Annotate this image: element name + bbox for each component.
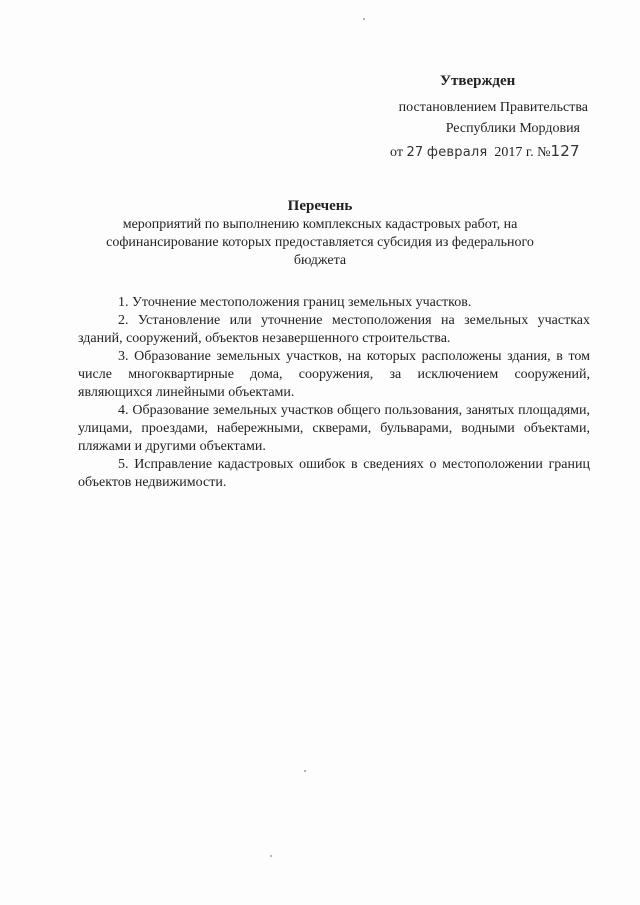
approval-line-decree: постановлением Правительства	[398, 100, 588, 115]
scan-speck	[363, 18, 365, 20]
approval-line-republic: Республики Мордовия	[445, 121, 580, 136]
list-item: 5. Исправление кадастровых ошибок в сведениях о местоположении границ объектов недвижимости.	[78, 457, 590, 490]
approval-date	[360, 141, 610, 163]
list-item: 3. Образование земельных участков, на которых расположены здания, в том числе многоквартирные дома, сооружения, за исключением сооружений, являющихся линейными объектами.	[78, 349, 590, 400]
scan-speck	[304, 770, 306, 772]
approval-title: Утвержден	[440, 73, 516, 89]
list-item: 2. Установление или уточнение местоположения на земельных участках зданий, сооружений, объектов незавершенного строительства.	[78, 313, 590, 346]
approval-block	[360, 72, 610, 163]
date-year: 2017 г. №	[494, 145, 551, 160]
document-subtitle: мероприятий по выполнению комплексных кадастровых работ, на софинансирование которых предоставляется субсидия из федерального бюджета	[106, 217, 534, 268]
list-item: 4. Образование земельных участков общего пользования, занятых площадями, улицами, проездами, набережными, скверами, бульварами, водными объектами, пляжами и другими объектами.	[78, 403, 590, 454]
items-list	[78, 294, 590, 492]
date-prefix: от	[390, 145, 403, 160]
list-item: 1. Уточнение местоположения границ земельных участков.	[118, 295, 472, 310]
date-month: февраля	[426, 145, 488, 160]
date-day: 27	[406, 145, 424, 160]
title-block	[92, 197, 548, 270]
scan-speck	[270, 855, 272, 857]
decree-number: 127	[550, 142, 580, 160]
document-title: Перечень	[287, 198, 353, 214]
